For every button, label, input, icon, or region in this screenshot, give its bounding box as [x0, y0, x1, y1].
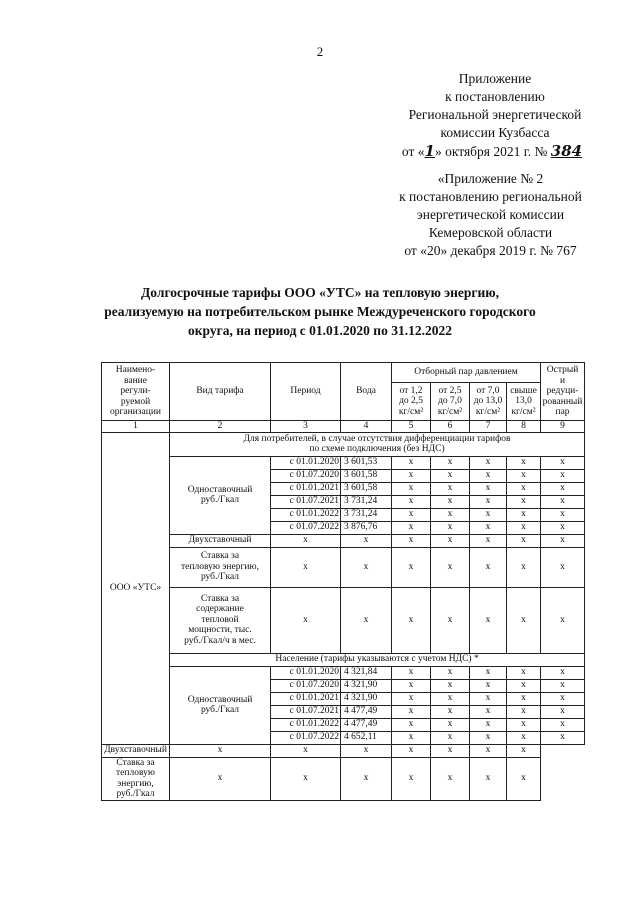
placeholder-cell: х: [507, 469, 541, 482]
appendix2-line: к постановлению региональной: [399, 189, 582, 204]
water-value-cell: 3 731,24: [341, 495, 392, 508]
placeholder-cell: х: [507, 534, 541, 547]
placeholder-cell: х: [431, 587, 470, 653]
placeholder-cell: х: [271, 534, 341, 547]
water-value-cell: 3 601,53: [341, 456, 392, 469]
two-rate-row: [102, 744, 585, 757]
placeholder-cell: х: [271, 757, 341, 800]
placeholder-cell: х: [271, 587, 341, 653]
placeholder-cell: х: [470, 521, 507, 534]
placeholder-cell: х: [431, 757, 470, 800]
placeholder-cell: х: [541, 508, 585, 521]
water-value-cell: 3 731,24: [341, 508, 392, 521]
date-prefix: от «: [401, 144, 425, 159]
period-cell: с 01.07.2021: [271, 705, 341, 718]
appendix-line: комиссии Кузбасса: [440, 125, 550, 140]
tariff-table: [101, 362, 585, 801]
placeholder-cell: х: [271, 547, 341, 587]
header-sharp-steam: Острый и редуци- рованный пар: [541, 363, 585, 421]
appendix2-line: «Приложение № 2: [437, 171, 544, 186]
period-cell: с 01.01.2022: [271, 508, 341, 521]
placeholder-cell: х: [392, 757, 431, 800]
single-rate-label: Одноставочный руб./Гкал: [170, 666, 271, 744]
placeholder-cell: х: [392, 508, 431, 521]
placeholder-cell: х: [392, 521, 431, 534]
water-value-cell: 4 321,90: [341, 679, 392, 692]
placeholder-cell: х: [507, 692, 541, 705]
placeholder-cell: х: [470, 744, 507, 757]
placeholder-cell: х: [392, 692, 431, 705]
placeholder-cell: х: [431, 469, 470, 482]
appendix2-line: от «20» декабря 2019 г. № 767: [404, 243, 577, 258]
water-value-cell: 4 477,49: [341, 718, 392, 731]
placeholder-cell: х: [170, 744, 271, 757]
two-rate-row: [102, 534, 585, 547]
placeholder-cell: х: [431, 744, 470, 757]
appendix-line: Приложение: [458, 71, 532, 86]
placeholder-cell: х: [470, 547, 507, 587]
header-tariff-type: Вид тарифа: [170, 363, 271, 421]
energy-rate-label: Ставка за тепловую энергию, руб./Гкал: [102, 757, 170, 800]
placeholder-cell: х: [541, 521, 585, 534]
period-cell: с 01.07.2020: [271, 679, 341, 692]
placeholder-cell: х: [507, 666, 541, 679]
single-rate-label: Одноставочный руб./Гкал: [170, 456, 271, 534]
placeholder-cell: х: [507, 679, 541, 692]
placeholder-cell: х: [541, 547, 585, 587]
placeholder-cell: х: [541, 718, 585, 731]
placeholder-cell: х: [470, 469, 507, 482]
water-value-cell: 4 321,90: [341, 692, 392, 705]
appendix-date-line: [389, 142, 595, 161]
placeholder-cell: х: [470, 757, 507, 800]
column-number: 9: [541, 421, 585, 433]
placeholder-cell: х: [341, 534, 392, 547]
placeholder-cell: х: [341, 547, 392, 587]
placeholder-cell: х: [392, 469, 431, 482]
placeholder-cell: х: [431, 705, 470, 718]
placeholder-cell: х: [392, 718, 431, 731]
placeholder-cell: х: [470, 508, 507, 521]
handwritten-number: 384: [550, 142, 583, 160]
header-pressure-p2: от 2,5 до 7,0 кг/см²: [431, 383, 470, 421]
placeholder-cell: х: [431, 692, 470, 705]
placeholder-cell: х: [431, 718, 470, 731]
placeholder-cell: х: [470, 666, 507, 679]
appendix-header: [395, 70, 595, 161]
capacity-rate-row: [102, 587, 585, 653]
appendix2-line: энергетической комиссии: [416, 207, 565, 222]
section-title-row: [102, 432, 585, 456]
placeholder-cell: х: [392, 731, 431, 744]
column-number: 8: [507, 421, 541, 433]
placeholder-cell: х: [507, 482, 541, 495]
placeholder-cell: х: [392, 456, 431, 469]
placeholder-cell: х: [541, 692, 585, 705]
placeholder-cell: х: [541, 534, 585, 547]
placeholder-cell: х: [507, 495, 541, 508]
table-body: [102, 363, 585, 801]
period-cell: с 01.07.2022: [271, 521, 341, 534]
placeholder-cell: х: [541, 469, 585, 482]
placeholder-cell: х: [470, 534, 507, 547]
placeholder-cell: х: [507, 587, 541, 653]
placeholder-cell: х: [507, 718, 541, 731]
placeholder-cell: х: [507, 757, 541, 800]
placeholder-cell: х: [431, 547, 470, 587]
document-title: [90, 283, 550, 340]
section1-title: Для потребителей, в случае отсутствия дифференциации тарифов по схеме подключения (без НДС): [170, 432, 585, 456]
column-number: 1: [102, 421, 170, 433]
placeholder-cell: х: [507, 508, 541, 521]
title-line: реализуемую на потребительском рынке Междуреченского городского: [104, 304, 536, 319]
placeholder-cell: х: [470, 456, 507, 469]
energy-rate-row: [102, 757, 585, 800]
water-value-cell: 3 876,76: [341, 521, 392, 534]
placeholder-cell: х: [392, 482, 431, 495]
column-number: 7: [470, 421, 507, 433]
placeholder-cell: х: [341, 744, 392, 757]
placeholder-cell: х: [431, 731, 470, 744]
placeholder-cell: х: [271, 744, 341, 757]
capacity-rate-label: Ставка за содержание тепловой мощности, тыс. руб./Гкал/ч в мес.: [170, 587, 271, 653]
period-cell: с 01.01.2021: [271, 692, 341, 705]
placeholder-cell: х: [470, 692, 507, 705]
water-value-cell: 4 477,49: [341, 705, 392, 718]
placeholder-cell: х: [507, 705, 541, 718]
placeholder-cell: х: [507, 547, 541, 587]
placeholder-cell: х: [392, 495, 431, 508]
placeholder-cell: х: [431, 495, 470, 508]
placeholder-cell: х: [392, 587, 431, 653]
column-number: 3: [271, 421, 341, 433]
placeholder-cell: х: [541, 482, 585, 495]
placeholder-cell: х: [431, 508, 470, 521]
period-cell: с 01.01.2020: [271, 666, 341, 679]
water-value-cell: 4 321,84: [341, 666, 392, 679]
column-number: 6: [431, 421, 470, 433]
period-cell: с 01.01.2021: [271, 482, 341, 495]
energy-rate-row: [102, 547, 585, 587]
placeholder-cell: х: [541, 456, 585, 469]
section2-title: Население (тарифы указываются с учетом НДС) *: [170, 653, 585, 666]
period-cell: с 01.07.2020: [271, 469, 341, 482]
placeholder-cell: х: [431, 521, 470, 534]
placeholder-cell: х: [470, 705, 507, 718]
column-number: 4: [341, 421, 392, 433]
placeholder-cell: х: [392, 547, 431, 587]
water-value-cell: 3 601,58: [341, 482, 392, 495]
tariff-row: [102, 456, 585, 469]
placeholder-cell: х: [341, 757, 392, 800]
placeholder-cell: х: [431, 482, 470, 495]
placeholder-cell: х: [392, 534, 431, 547]
column-number: 5: [392, 421, 431, 433]
placeholder-cell: х: [392, 705, 431, 718]
placeholder-cell: х: [341, 587, 392, 653]
placeholder-cell: х: [470, 718, 507, 731]
placeholder-cell: х: [431, 679, 470, 692]
placeholder-cell: х: [392, 666, 431, 679]
period-cell: с 01.01.2022: [271, 718, 341, 731]
column-number: 2: [170, 421, 271, 433]
placeholder-cell: х: [431, 666, 470, 679]
placeholder-cell: х: [392, 679, 431, 692]
header-pressure-p4: свыше 13,0 кг/см²: [507, 383, 541, 421]
header-period: Период: [271, 363, 341, 421]
placeholder-cell: х: [470, 482, 507, 495]
handwritten-day: 1: [424, 142, 435, 160]
placeholder-cell: х: [507, 456, 541, 469]
header-water: Вода: [341, 363, 392, 421]
appendix2-header: [378, 170, 603, 260]
placeholder-cell: х: [431, 534, 470, 547]
placeholder-cell: х: [541, 731, 585, 744]
water-value-cell: 4 652,11: [341, 731, 392, 744]
org-name-cell: ООО «УТС»: [102, 432, 170, 744]
period-cell: с 01.07.2022: [271, 731, 341, 744]
placeholder-cell: х: [170, 757, 271, 800]
placeholder-cell: х: [507, 521, 541, 534]
header-pressure-p1: от 1,2 до 2,5 кг/см²: [392, 383, 431, 421]
two-rate-label: Двухставочный: [170, 534, 271, 547]
placeholder-cell: х: [392, 744, 431, 757]
date-middle: » октября 2021 г. №: [434, 144, 548, 159]
title-line: округа, на период с 01.01.2020 по 31.12.2022: [188, 323, 452, 338]
placeholder-cell: х: [541, 666, 585, 679]
header-org: Наимено- вание регули- руемой организации: [102, 363, 170, 421]
header-steam-group: Отборный пар давлением: [392, 363, 541, 383]
placeholder-cell: х: [470, 731, 507, 744]
placeholder-cell: х: [470, 495, 507, 508]
two-rate-label: Двухставочный: [102, 744, 170, 757]
page-number: 2: [316, 44, 324, 59]
appendix2-line: Кемеровской области: [428, 225, 553, 240]
placeholder-cell: х: [541, 495, 585, 508]
appendix-line: Региональной энергетической: [408, 107, 582, 122]
placeholder-cell: х: [541, 679, 585, 692]
tariff-row: [102, 666, 585, 679]
placeholder-cell: х: [541, 705, 585, 718]
placeholder-cell: х: [470, 679, 507, 692]
placeholder-cell: х: [541, 587, 585, 653]
placeholder-cell: х: [470, 587, 507, 653]
period-cell: с 01.01.2020: [271, 456, 341, 469]
placeholder-cell: х: [507, 744, 541, 757]
header-pressure-p3: от 7,0 до 13,0 кг/см²: [470, 383, 507, 421]
column-number-row: [102, 421, 585, 433]
title-line: Долгосрочные тарифы ООО «УТС» на тепловую энергию,: [141, 285, 499, 300]
header-row: [102, 363, 585, 383]
period-cell: с 01.07.2021: [271, 495, 341, 508]
placeholder-cell: х: [431, 456, 470, 469]
section-title-row: [102, 653, 585, 666]
water-value-cell: 3 601,58: [341, 469, 392, 482]
energy-rate-label: Ставка за тепловую энергию, руб./Гкал: [170, 547, 271, 587]
appendix-line: к постановлению: [445, 89, 545, 104]
placeholder-cell: х: [507, 731, 541, 744]
